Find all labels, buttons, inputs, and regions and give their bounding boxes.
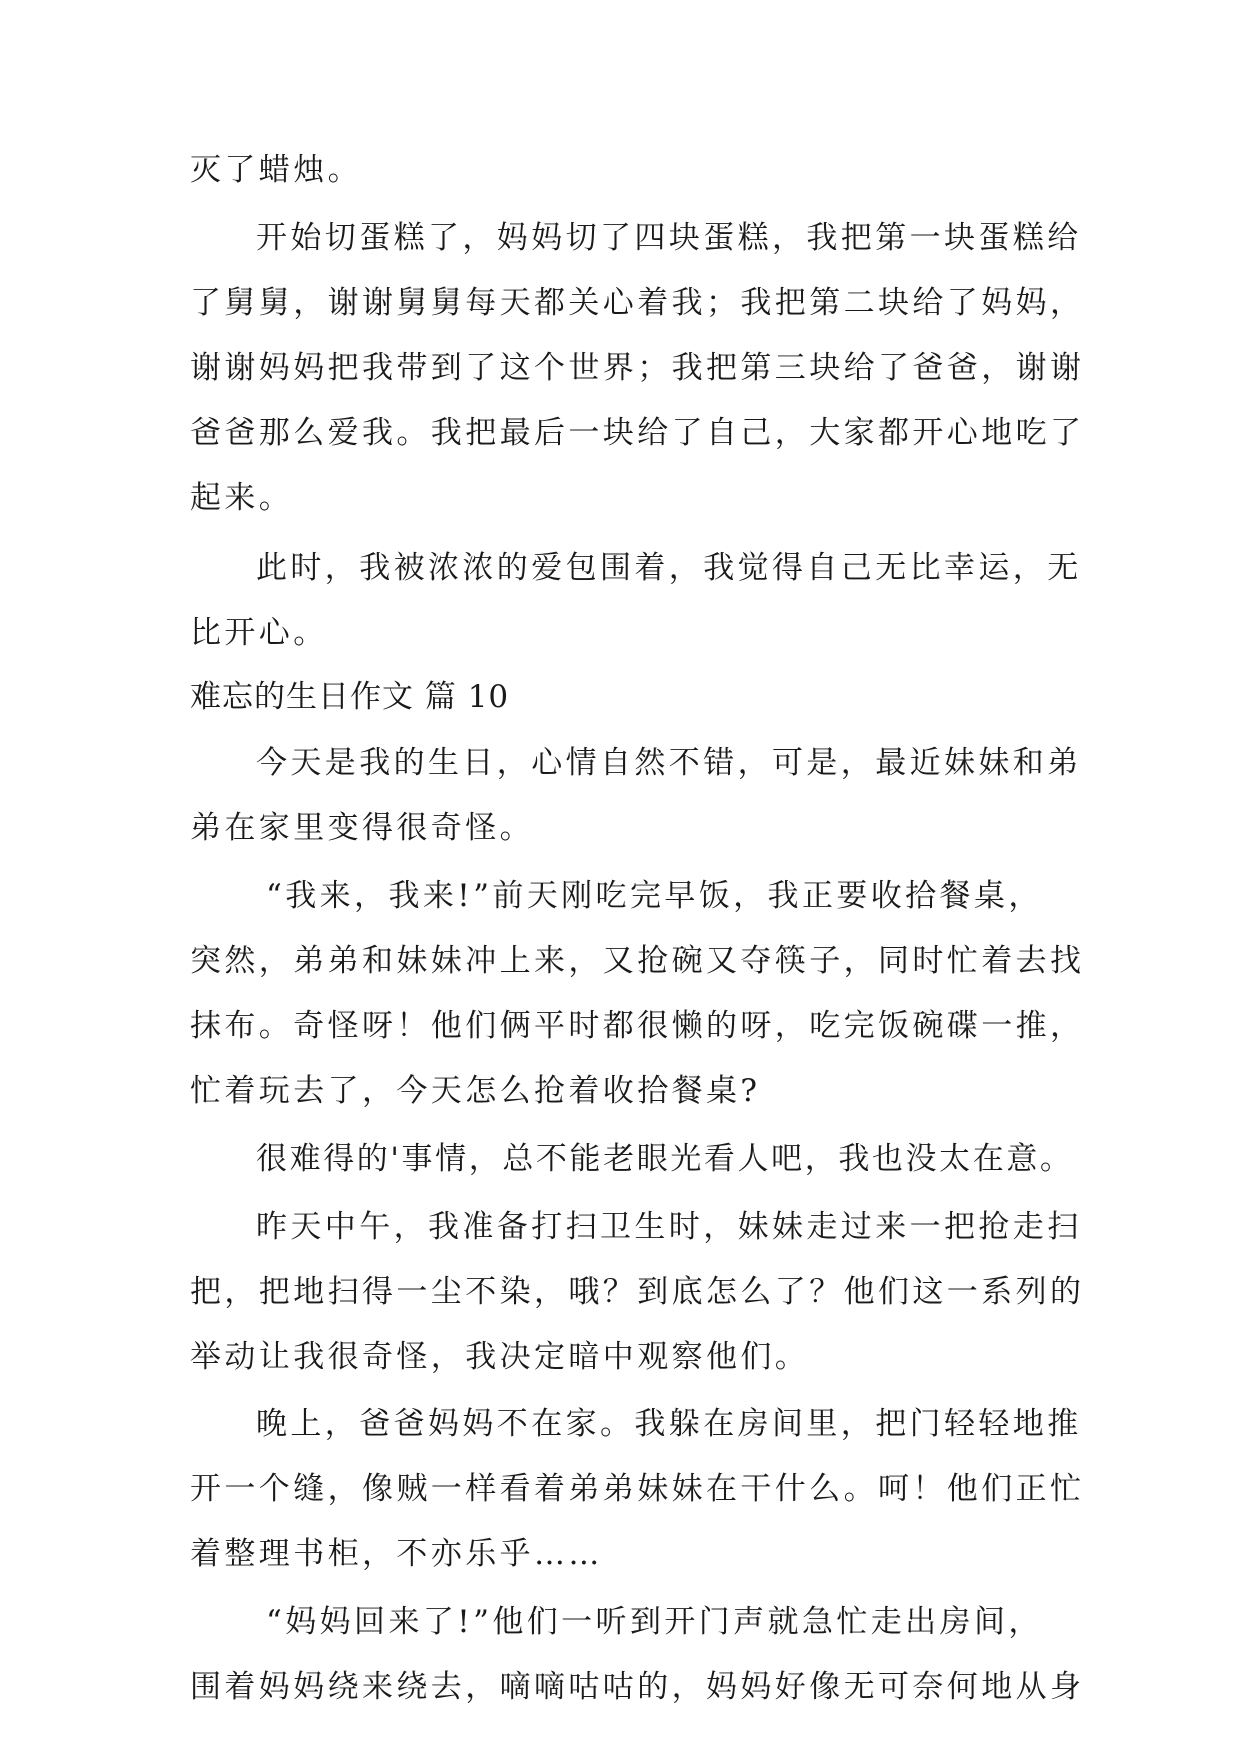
text-line: 围着妈妈绕来绕去，嘀嘀咕咕的，妈妈好像无可奈何地从身 <box>190 1669 1085 1705</box>
text-line: 谢谢妈妈把我带到了这个世界；我把第三块给了爸爸，谢谢 <box>190 350 1085 386</box>
text-line: 举动让我很奇怪，我决定暗中观察他们。 <box>190 1339 810 1375</box>
text-line: 了舅舅，谢谢舅舅每天都关心着我；我把第二块给了妈妈， <box>190 285 1085 321</box>
text-line: 此时，我被浓浓的爱包围着，我觉得自己无比幸运，无 <box>256 550 1082 586</box>
text-line: 开始切蛋糕了，妈妈切了四块蛋糕，我把第一块蛋糕给 <box>256 220 1082 256</box>
text-line: “我来，我来!”前天刚吃完早饭，我正要收拾餐桌， <box>266 878 1043 914</box>
text-line: 很难得的'事情，总不能老眼光看人吧，我也没太在意。 <box>256 1141 1074 1177</box>
text-line: 比开心。 <box>190 615 328 651</box>
text-line: 昨天中午，我准备打扫卫生时，妹妹走过来一把抢走扫 <box>256 1209 1082 1245</box>
text-line: 今天是我的生日，心情自然不错，可是，最近妹妹和弟 <box>256 745 1082 781</box>
text-line: 开一个缝，像贼一样看着弟弟妹妹在干什么。呵！他们正忙 <box>190 1471 1085 1507</box>
text-line: 着整理书柜，不亦乐乎…… <box>190 1536 603 1572</box>
text-line: 把，把地扫得一尘不染，哦？到底怎么了？他们这一系列的 <box>190 1274 1085 1310</box>
text-line: 爸爸那么爱我。我把最后一块给了自己，大家都开心地吃了 <box>190 415 1085 451</box>
text-line: “妈妈回来了!”他们一听到开门声就急忙走出房间， <box>266 1604 1043 1640</box>
text-line: 灭了蜡烛。 <box>190 152 362 188</box>
text-line: 起来。 <box>190 480 294 516</box>
text-line: 弟在家里变得很奇怪。 <box>190 810 534 846</box>
text-line: 抹布。奇怪呀！他们俩平时都很懒的呀，吃完饭碗碟一推， <box>190 1008 1085 1044</box>
text-line: 晚上，爸爸妈妈不在家。我躲在房间里，把门轻轻地推 <box>256 1406 1082 1442</box>
text-line: 忙着玩去了，今天怎么抢着收拾餐桌? <box>190 1073 761 1109</box>
section-heading: 难忘的生日作文 篇 10 <box>190 679 510 715</box>
text-line: 突然，弟弟和妹妹冲上来，又抢碗又夺筷子，同时忙着去找 <box>190 943 1085 979</box>
